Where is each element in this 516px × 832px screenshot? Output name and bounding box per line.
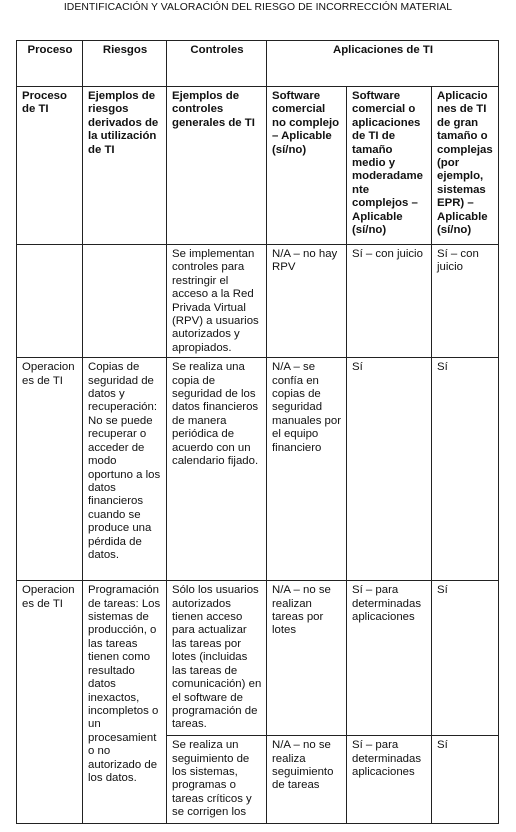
- table-row: [17, 358, 499, 581]
- subheader-app-gran: Aplicaciones de TI de gran tamaño o complejas (por ejemplo, sistemas EPR) – Aplicable (sí/no): [432, 87, 499, 245]
- table-subheader-row: [17, 87, 499, 245]
- table-row: [17, 581, 499, 736]
- cell-app-gran: Sí: [432, 736, 499, 824]
- cell-app-medio: Sí – para determinadas aplicaciones: [347, 736, 432, 824]
- cell-app-medio: Sí – con juicio: [347, 245, 432, 358]
- cell-control: Se realiza una copia de seguridad de los datos financieros de manera periódica de acuerdo con un calendario fijado.: [167, 358, 267, 581]
- cell-app-medio: Sí: [347, 358, 432, 581]
- header-riesgos: Riesgos: [83, 41, 167, 87]
- cell-control: Se realiza un seguimiento de los sistemas, programas o tareas críticos y se corrigen los: [167, 736, 267, 824]
- document-title: IDENTIFICACIÓN Y VALORACIÓN DEL RIESGO DE INCORRECCIÓN MATERIAL: [63, 2, 453, 13]
- header-proceso: Proceso: [17, 41, 83, 87]
- cell-riesgo: Programación de tareas: Los sistemas de producción, o las tareas tienen como resultado datos inexactos, incompletos o un procesamiento no autorizado de los datos.: [83, 581, 167, 824]
- subheader-app-medio: Software comercial o aplicaciones de TI de tamaño medio y moderadamente complejos – Aplicable (sí/no): [347, 87, 432, 245]
- cell-control: Se implementan controles para restringir el acceso a la Red Privada Virtual (RPV) a usuarios autorizados y apropiados.: [167, 245, 267, 358]
- subheader-app-no-complejo: Software comercial no complejo – Aplicable (sí/no): [267, 87, 347, 245]
- cell-app-no-complejo: N/A – no hay RPV: [267, 245, 347, 358]
- cell-riesgo: [83, 245, 167, 358]
- cell-riesgo: Copias de seguridad de datos y recuperación: No se puede recuperar o acceder de modo oportuno a los datos financieros cuando se produce una pérdida de datos.: [83, 358, 167, 581]
- header-controles: Controles: [167, 41, 267, 87]
- cell-app-gran: Sí – con juicio: [432, 245, 499, 358]
- cell-app-gran: Sí: [432, 581, 499, 736]
- cell-app-no-complejo: N/A – no se realizan tareas por lotes: [267, 581, 347, 736]
- subheader-riesgos: Ejemplos de riesgos derivados de la utilización de TI: [83, 87, 167, 245]
- subheader-proceso: Proceso de TI: [17, 87, 83, 245]
- subheader-controles: Ejemplos de controles generales de TI: [167, 87, 267, 245]
- cell-proceso: [17, 245, 83, 358]
- risk-table: [16, 40, 499, 824]
- header-aplicaciones: Aplicaciones de TI: [267, 41, 499, 87]
- cell-app-gran: Sí: [432, 358, 499, 581]
- table-header-row: [17, 41, 499, 87]
- cell-control: Sólo los usuarios autorizados tienen acceso para actualizar las tareas por lotes (incluidas las tareas de comunicación) en el software de programación de tareas.: [167, 581, 267, 736]
- cell-proceso: Operaciones de TI: [17, 358, 83, 581]
- cell-app-no-complejo: N/A – se confía en copias de seguridad manuales por el equipo financiero: [267, 358, 347, 581]
- cell-app-no-complejo: N/A – no se realiza seguimiento de tareas: [267, 736, 347, 824]
- table-row: [17, 245, 499, 358]
- cell-app-medio: Sí – para determinadas aplicaciones: [347, 581, 432, 736]
- cell-proceso: Operaciones de TI: [17, 581, 83, 824]
